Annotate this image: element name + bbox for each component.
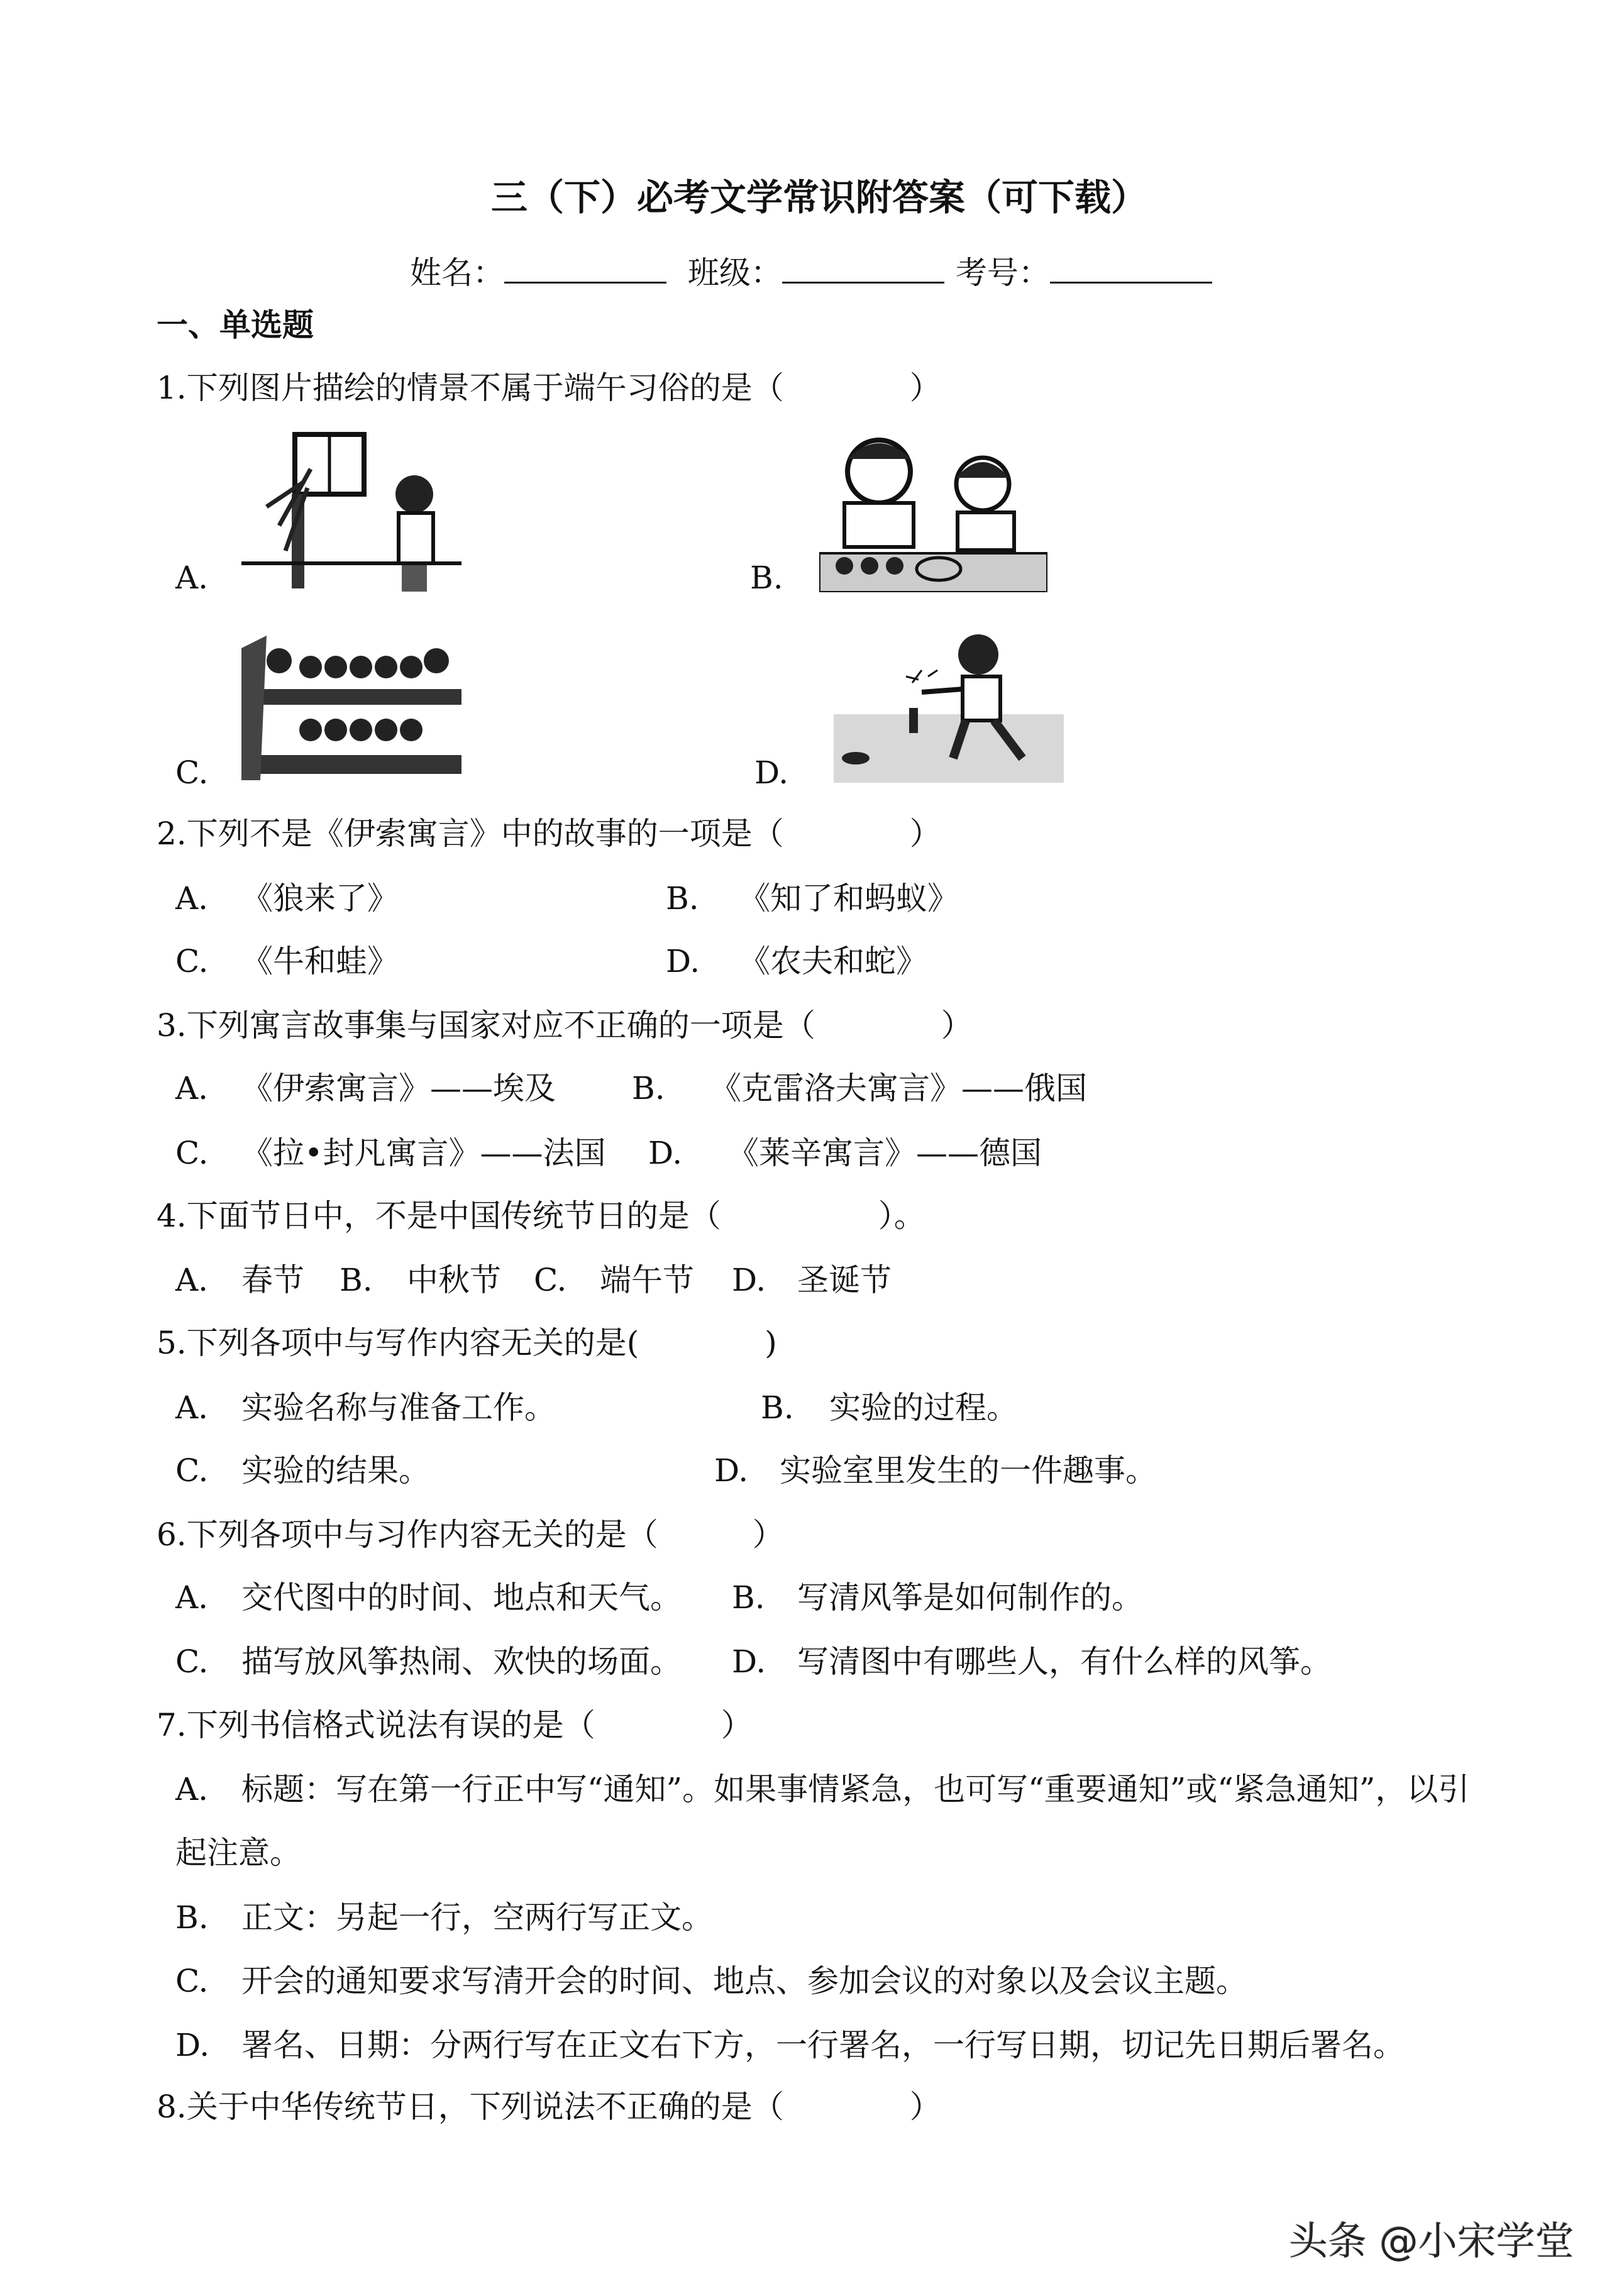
question-1-option-b[interactable]: B. xyxy=(750,560,783,596)
student-info-line xyxy=(410,251,1224,292)
option-text: 标题：写在第一行正中写“通知”。如果事情紧急，也可写“重要通知”或“紧急通知”，以引起注意。 xyxy=(175,1771,1470,1871)
question-5-option-d-text: 实验室里发生的一件趣事。 xyxy=(780,1452,1157,1489)
question-6-option-a-text: 交代图中的时间、地点和天气。 xyxy=(241,1579,682,1616)
question-6-option-a[interactable]: A. xyxy=(175,1579,209,1616)
question-8-stem: 8.关于中华传统节日，下列说法不正确的是（ ） xyxy=(157,2089,941,2125)
question-5-option-b[interactable]: B. xyxy=(761,1389,794,1426)
question-1-option-c[interactable]: C. xyxy=(175,754,209,791)
question-1-option-d[interactable]: D. xyxy=(754,754,789,791)
question-2-option-a[interactable]: A. xyxy=(175,880,209,917)
question-2-option-a-text: 《狼来了》 xyxy=(241,880,399,917)
question-2-option-b[interactable]: B. xyxy=(666,880,699,917)
question-7-option-b[interactable] xyxy=(175,1886,1471,1950)
question-3-option-b-text: 《克雷洛夫寓言》——俄国 xyxy=(710,1070,1087,1107)
question-5-option-a-text: 实验名称与准备工作。 xyxy=(241,1389,556,1426)
question-4-option-c-text: 端午节 xyxy=(600,1262,694,1298)
question-5-option-c-text: 实验的结果。 xyxy=(241,1452,430,1489)
question-5-stem: 5.下列各项中与写作内容无关的是( ) xyxy=(157,1325,777,1361)
question-6-option-d-text: 写清图中有哪些人，有什么样的风筝。 xyxy=(797,1643,1332,1680)
question-5-option-a[interactable]: A. xyxy=(175,1389,209,1426)
question-3-stem: 3.下列寓言故事集与国家对应不正确的一项是（ ） xyxy=(157,1007,973,1044)
option-text: 开会的通知要求写清开会的时间、地点、参加会议的对象以及会议主题。 xyxy=(241,1963,1247,1999)
question-7-option-d[interactable] xyxy=(175,2014,1471,2077)
question-3-option-d-text: 《莱辛寓言》——德国 xyxy=(727,1135,1042,1171)
question-2-option-c[interactable]: C. xyxy=(175,943,209,980)
firecracker-picture xyxy=(834,626,1064,783)
question-1-stem: 1.下列图片描绘的情景不属于端午习俗的是（ ） xyxy=(157,370,941,406)
question-3-option-a-text: 《伊索寓言》——埃及 xyxy=(241,1070,556,1107)
question-4-option-d-text: 圣诞节 xyxy=(797,1262,892,1298)
question-4-option-b[interactable]: B. xyxy=(340,1262,373,1298)
question-4-stem: 4.下面节日中，不是中国传统节日的是（ ）。 xyxy=(157,1198,925,1234)
question-6-option-c[interactable]: C. xyxy=(175,1643,209,1680)
name-blank[interactable] xyxy=(504,251,666,284)
question-4-option-a-text: 春节 xyxy=(241,1262,304,1298)
question-3-option-c[interactable]: C. xyxy=(175,1135,209,1171)
exam-number-label: 考号： xyxy=(955,255,1050,291)
question-5-option-b-text: 实验的过程。 xyxy=(829,1389,1018,1426)
question-6-stem: 6.下列各项中与习作内容无关的是（ ） xyxy=(157,1516,784,1553)
question-3-option-d[interactable]: D. xyxy=(648,1135,683,1171)
question-1-option-a[interactable]: A. xyxy=(175,560,209,596)
question-2-stem: 2.下列不是《伊索寓言》中的故事的一项是（ ） xyxy=(157,815,941,852)
option-letter: A. xyxy=(175,1771,209,1808)
option-letter: B. xyxy=(175,1899,209,1936)
making-zongzi-picture xyxy=(819,428,1047,592)
watermark: 头条 @小宋学堂 xyxy=(1289,2218,1574,2264)
option-letter: C. xyxy=(175,1963,209,1999)
question-2-option-c-text: 《牛和蛙》 xyxy=(241,943,399,980)
option-text: 正文：另起一行，空两行写正文。 xyxy=(241,1899,713,1936)
question-3-option-c-text: 《拉•封凡寓言》——法国 xyxy=(241,1135,606,1171)
question-7-stem: 7.下列书信格式说法有误的是（ ） xyxy=(157,1707,753,1743)
question-4-option-a[interactable]: A. xyxy=(175,1262,209,1298)
question-2-option-b-text: 《知了和蚂蚁》 xyxy=(739,880,959,917)
question-4-option-c[interactable]: C. xyxy=(534,1262,567,1298)
question-4-option-d[interactable]: D. xyxy=(732,1262,766,1298)
question-2-option-d[interactable]: D. xyxy=(666,943,700,980)
name-label: 姓名： xyxy=(410,255,504,291)
section-heading: 一、单选题 xyxy=(157,307,314,343)
exam-number-blank[interactable] xyxy=(1050,251,1212,284)
class-label: 班级： xyxy=(687,255,782,291)
question-6-option-d[interactable]: D. xyxy=(732,1643,766,1680)
question-3-option-b[interactable]: B. xyxy=(632,1070,665,1107)
question-5-option-c[interactable]: C. xyxy=(175,1452,209,1489)
question-6-option-b-text: 写清风筝是如何制作的。 xyxy=(797,1579,1143,1616)
page-title: 三（下）必考文学常识附答案（可下载） xyxy=(490,176,1147,219)
question-2-option-d-text: 《农夫和蛇》 xyxy=(739,943,927,980)
question-6-option-c-text: 描写放风筝热闹、欢快的场面。 xyxy=(241,1643,682,1680)
class-blank[interactable] xyxy=(782,251,944,284)
question-3-option-a[interactable]: A. xyxy=(175,1070,209,1107)
question-6-option-b[interactable]: B. xyxy=(732,1579,765,1616)
option-text: 署名、日期：分两行写在正文右下方，一行署名，一行写日期，切记先日期后署名。 xyxy=(241,2027,1405,2063)
hanging-mugwort-picture xyxy=(241,431,461,592)
dragon-boat-race-picture xyxy=(241,629,473,783)
question-7-option-a[interactable] xyxy=(175,1758,1471,1885)
question-4-option-b-text: 中秋节 xyxy=(407,1262,501,1298)
option-letter: D. xyxy=(175,2027,210,2063)
question-7-option-c[interactable] xyxy=(175,1950,1471,2013)
question-5-option-d[interactable]: D. xyxy=(714,1452,749,1489)
